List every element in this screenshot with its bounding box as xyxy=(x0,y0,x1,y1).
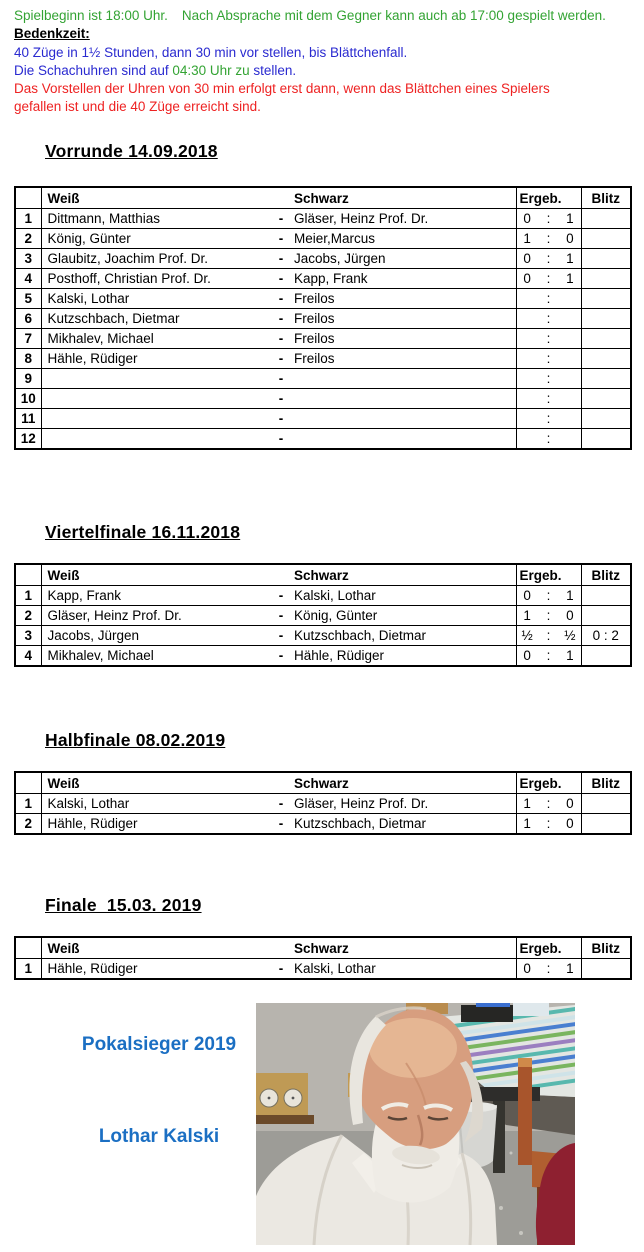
result-black: 1 xyxy=(566,588,574,603)
blitz-result xyxy=(581,606,631,626)
result-white: 1 xyxy=(523,231,531,246)
table-row xyxy=(15,606,631,626)
result-white xyxy=(517,331,538,346)
row-number: 1 xyxy=(15,794,41,814)
row-number: 4 xyxy=(15,269,41,289)
blitz-result xyxy=(581,814,631,835)
table-row xyxy=(15,289,631,309)
white-player: Mikhalev, Michael xyxy=(41,646,274,667)
pairing-dash: - xyxy=(274,329,288,349)
col-black-header: Schwarz xyxy=(288,772,516,794)
col-result-header: Ergeb. xyxy=(516,187,581,209)
col-white-header: Weiß xyxy=(41,772,274,794)
col-blitz-header: Blitz xyxy=(581,937,631,959)
white-player: Posthoff, Christian Prof. Dr. xyxy=(41,269,274,289)
result-black xyxy=(559,431,580,446)
col-result-header: Ergeb. xyxy=(516,564,581,586)
white-player xyxy=(41,409,274,429)
row-number: 4 xyxy=(15,646,41,667)
black-player: Gläser, Heinz Prof. Dr. xyxy=(288,209,516,229)
table-row xyxy=(15,329,631,349)
result-white: ½ xyxy=(521,628,533,643)
blitz-result xyxy=(581,289,631,309)
result-black xyxy=(559,391,580,406)
table-row xyxy=(15,646,631,667)
result-cell xyxy=(516,959,581,980)
col-blitz-header: Blitz xyxy=(581,564,631,586)
result-black: 0 xyxy=(566,231,574,246)
result-white xyxy=(517,311,538,326)
clock-setting-suffix: stellen. xyxy=(249,62,297,78)
blitz-result xyxy=(581,429,631,450)
col-dash-header xyxy=(274,772,288,794)
intro-line-time-control: 40 Züge in 1½ Stunden, dann 30 min vor stellen, bis Blättchenfall. xyxy=(14,44,408,60)
result-cell xyxy=(516,269,581,289)
intro-text xyxy=(14,7,634,117)
white-player: Kalski, Lothar xyxy=(41,794,274,814)
result-cell xyxy=(516,369,581,389)
section-title-vorrunde: Vorrunde 14.09.2018 xyxy=(45,141,218,161)
result-separator: : xyxy=(546,431,551,446)
result-white: 0 xyxy=(523,961,531,976)
black-player xyxy=(288,389,516,409)
result-separator: : xyxy=(546,628,551,643)
pairing-dash: - xyxy=(274,249,288,269)
pairing-dash: - xyxy=(274,814,288,835)
row-number: 1 xyxy=(15,959,41,980)
black-player: Kalski, Lothar xyxy=(288,586,516,606)
blitz-result xyxy=(581,309,631,329)
black-player: Freilos xyxy=(288,309,516,329)
white-player: Hähle, Rüdiger xyxy=(41,349,274,369)
table-row xyxy=(15,626,631,646)
pairing-dash: - xyxy=(274,409,288,429)
result-black: 1 xyxy=(566,251,574,266)
white-player: Mikhalev, Michael xyxy=(41,329,274,349)
result-cell xyxy=(516,349,581,369)
blitz-result xyxy=(581,646,631,667)
result-white xyxy=(517,371,538,386)
wooden-shelf xyxy=(256,1115,314,1124)
intro-line-clock-setting xyxy=(14,62,634,80)
black-player: Gläser, Heinz Prof. Dr. xyxy=(288,794,516,814)
table-row xyxy=(15,229,631,249)
result-cell xyxy=(516,389,581,409)
result-black xyxy=(559,411,580,426)
white-player xyxy=(41,429,274,450)
table-row xyxy=(15,209,631,229)
white-player: Kalski, Lothar xyxy=(41,289,274,309)
result-black xyxy=(559,351,580,366)
table-row xyxy=(15,959,631,980)
black-player xyxy=(288,429,516,450)
table-row xyxy=(15,249,631,269)
black-player xyxy=(288,409,516,429)
result-separator: : xyxy=(546,796,551,811)
result-separator: : xyxy=(546,411,551,426)
table-row xyxy=(15,794,631,814)
pairing-dash: - xyxy=(274,209,288,229)
blitz-result xyxy=(581,389,631,409)
row-number: 6 xyxy=(15,309,41,329)
result-cell xyxy=(516,289,581,309)
start-time-note: Nach Absprache mit dem Gegner kann auch ab 17:00 gespielt werden. xyxy=(181,8,606,23)
col-number-header xyxy=(15,564,41,586)
dark-object-on-table xyxy=(461,1005,513,1022)
result-separator: : xyxy=(546,331,551,346)
col-blitz-header: Blitz xyxy=(581,772,631,794)
blue-item-on-table xyxy=(476,1003,510,1007)
row-number: 8 xyxy=(15,349,41,369)
result-separator: : xyxy=(546,391,551,406)
black-player: Jacobs, Jürgen xyxy=(288,249,516,269)
result-white xyxy=(517,431,538,446)
intro-line-rule-1: Das Vorstellen der Uhren von 30 min erfolgt erst dann, wenn das Blättchen eines Spielers xyxy=(14,81,550,97)
result-separator: : xyxy=(546,211,551,226)
table-row xyxy=(15,349,631,369)
result-white xyxy=(517,411,538,426)
col-number-header xyxy=(15,187,41,209)
white-box-on-table xyxy=(513,1003,549,1016)
pairing-dash: - xyxy=(274,289,288,309)
col-result-header: Ergeb. xyxy=(516,937,581,959)
row-number: 2 xyxy=(15,814,41,835)
result-white: 0 xyxy=(523,271,531,286)
pairing-dash: - xyxy=(274,794,288,814)
result-black: 1 xyxy=(566,961,574,976)
black-player: Kapp, Frank xyxy=(288,269,516,289)
pairing-dash: - xyxy=(274,309,288,329)
blitz-result xyxy=(581,209,631,229)
result-cell xyxy=(516,646,581,667)
black-player: König, Günter xyxy=(288,606,516,626)
result-separator: : xyxy=(546,961,551,976)
col-dash-header xyxy=(274,187,288,209)
row-number: 2 xyxy=(15,606,41,626)
intro-line-rule-2: gefallen ist und die 40 Züge erreicht sind. xyxy=(14,99,261,115)
result-separator: : xyxy=(546,588,551,603)
result-black: 1 xyxy=(566,648,574,663)
result-cell xyxy=(516,586,581,606)
col-black-header: Schwarz xyxy=(288,187,516,209)
blitz-result: 0 : 2 xyxy=(581,626,631,646)
black-player: Freilos xyxy=(288,329,516,349)
col-number-header xyxy=(15,772,41,794)
result-white: 1 xyxy=(523,796,531,811)
col-dash-header xyxy=(274,937,288,959)
col-blitz-header: Blitz xyxy=(581,187,631,209)
pairing-dash: - xyxy=(274,959,288,980)
blitz-result xyxy=(581,959,631,980)
row-number: 11 xyxy=(15,409,41,429)
result-black: 0 xyxy=(566,608,574,623)
blitz-result xyxy=(581,349,631,369)
result-separator: : xyxy=(546,816,551,831)
black-player: Kutzschbach, Dietmar xyxy=(288,626,516,646)
pairing-dash: - xyxy=(274,606,288,626)
result-cell xyxy=(516,229,581,249)
header-row xyxy=(15,937,631,959)
black-player: Hähle, Rüdiger xyxy=(288,646,516,667)
black-player xyxy=(288,369,516,389)
result-cell xyxy=(516,429,581,450)
col-white-header: Weiß xyxy=(41,937,274,959)
result-cell xyxy=(516,409,581,429)
winner-photo xyxy=(256,1003,575,1245)
col-dash-header xyxy=(274,564,288,586)
result-white: 0 xyxy=(523,588,531,603)
pairing-dash: - xyxy=(274,369,288,389)
row-number: 5 xyxy=(15,289,41,309)
result-white: 1 xyxy=(523,816,531,831)
pairing-dash: - xyxy=(274,626,288,646)
result-separator: : xyxy=(546,231,551,246)
result-white xyxy=(517,351,538,366)
table-viertelfinale xyxy=(14,563,632,667)
result-separator: : xyxy=(546,648,551,663)
pairing-dash: - xyxy=(274,229,288,249)
white-player: Glaubitz, Joachim Prof. Dr. xyxy=(41,249,274,269)
table-row xyxy=(15,409,631,429)
pairing-dash: - xyxy=(274,349,288,369)
pairing-dash: - xyxy=(274,646,288,667)
pairing-dash: - xyxy=(274,269,288,289)
row-number: 9 xyxy=(15,369,41,389)
black-player: Kalski, Lothar xyxy=(288,959,516,980)
result-separator: : xyxy=(546,371,551,386)
white-player: Kapp, Frank xyxy=(41,586,274,606)
pairing-dash: - xyxy=(274,389,288,409)
white-player: Kutzschbach, Dietmar xyxy=(41,309,274,329)
clock-setting-time: 04:30 Uhr zu xyxy=(172,62,250,78)
white-player: Hähle, Rüdiger xyxy=(41,814,274,835)
row-number: 10 xyxy=(15,389,41,409)
header-row xyxy=(15,564,631,586)
row-number: 7 xyxy=(15,329,41,349)
result-black: 1 xyxy=(566,271,574,286)
result-cell xyxy=(516,209,581,229)
black-player: Freilos xyxy=(288,349,516,369)
result-black: 1 xyxy=(566,211,574,226)
result-separator: : xyxy=(546,271,551,286)
row-number: 3 xyxy=(15,249,41,269)
result-cell xyxy=(516,626,581,646)
blitz-result xyxy=(581,409,631,429)
black-player: Meier,Marcus xyxy=(288,229,516,249)
col-number-header xyxy=(15,937,41,959)
result-cell xyxy=(516,606,581,626)
result-white: 0 xyxy=(523,211,531,226)
row-number: 2 xyxy=(15,229,41,249)
table-row xyxy=(15,389,631,409)
blitz-result xyxy=(581,229,631,249)
col-result-header: Ergeb. xyxy=(516,772,581,794)
result-black xyxy=(559,291,580,306)
pairing-dash: - xyxy=(274,429,288,450)
black-player: Kutzschbach, Dietmar xyxy=(288,814,516,835)
col-black-header: Schwarz xyxy=(288,564,516,586)
white-player: Hähle, Rüdiger xyxy=(41,959,274,980)
col-black-header: Schwarz xyxy=(288,937,516,959)
result-black xyxy=(559,311,580,326)
result-white xyxy=(517,391,538,406)
result-black xyxy=(559,331,580,346)
col-white-header: Weiß xyxy=(41,187,274,209)
result-cell xyxy=(516,794,581,814)
table-row xyxy=(15,369,631,389)
start-time-text: Spielbeginn ist 18:00 Uhr. xyxy=(14,8,168,23)
table-row xyxy=(15,429,631,450)
row-number: 1 xyxy=(15,586,41,606)
result-separator: : xyxy=(546,608,551,623)
blitz-result xyxy=(581,329,631,349)
result-white: 1 xyxy=(523,608,531,623)
intro-line-start-time xyxy=(14,7,634,25)
row-number: 3 xyxy=(15,626,41,646)
white-player: Dittmann, Matthias xyxy=(41,209,274,229)
table-row xyxy=(15,814,631,835)
table-row xyxy=(15,309,631,329)
blitz-result xyxy=(581,586,631,606)
winner-name: Lothar Kalski xyxy=(98,1126,220,1147)
white-player: König, Günter xyxy=(41,229,274,249)
col-white-header: Weiß xyxy=(41,564,274,586)
result-separator: : xyxy=(546,351,551,366)
result-separator: : xyxy=(546,291,551,306)
result-separator: : xyxy=(546,311,551,326)
black-player: Freilos xyxy=(288,289,516,309)
section-title-finale: Finale 15.03. 2019 xyxy=(45,895,202,915)
result-separator: : xyxy=(546,251,551,266)
blitz-result xyxy=(581,249,631,269)
blitz-result xyxy=(581,269,631,289)
section-title-viertelfinale: Viertelfinale 16.11.2018 xyxy=(45,522,241,542)
table-halbfinale xyxy=(14,771,632,835)
result-cell xyxy=(516,309,581,329)
result-black: ½ xyxy=(564,628,576,643)
row-number: 12 xyxy=(15,429,41,450)
result-black xyxy=(559,371,580,386)
white-player: Gläser, Heinz Prof. Dr. xyxy=(41,606,274,626)
table-finale xyxy=(14,936,632,980)
pairing-dash: - xyxy=(274,586,288,606)
bedenkzeit-label: Bedenkzeit: xyxy=(14,26,90,42)
white-player xyxy=(41,389,274,409)
result-black: 0 xyxy=(566,796,574,811)
header-row xyxy=(15,187,631,209)
winner-caption: Pokalsieger 2019 xyxy=(81,1034,237,1055)
blitz-result xyxy=(581,369,631,389)
table-row xyxy=(15,586,631,606)
clock-setting-prefix: Die Schachuhren sind auf xyxy=(14,62,173,78)
blitz-result xyxy=(581,794,631,814)
result-white: 0 xyxy=(523,251,531,266)
result-black: 0 xyxy=(566,816,574,831)
table-row xyxy=(15,269,631,289)
row-number: 1 xyxy=(15,209,41,229)
white-player: Jacobs, Jürgen xyxy=(41,626,274,646)
result-cell xyxy=(516,249,581,269)
table-vorrunde xyxy=(14,186,632,450)
result-cell xyxy=(516,329,581,349)
intro-line-bedenkzeit xyxy=(14,25,634,43)
result-cell xyxy=(516,814,581,835)
section-title-halbfinale: Halbfinale 08.02.2019 xyxy=(45,730,226,750)
result-white xyxy=(517,291,538,306)
header-row xyxy=(15,772,631,794)
result-white: 0 xyxy=(523,648,531,663)
white-player xyxy=(41,369,274,389)
